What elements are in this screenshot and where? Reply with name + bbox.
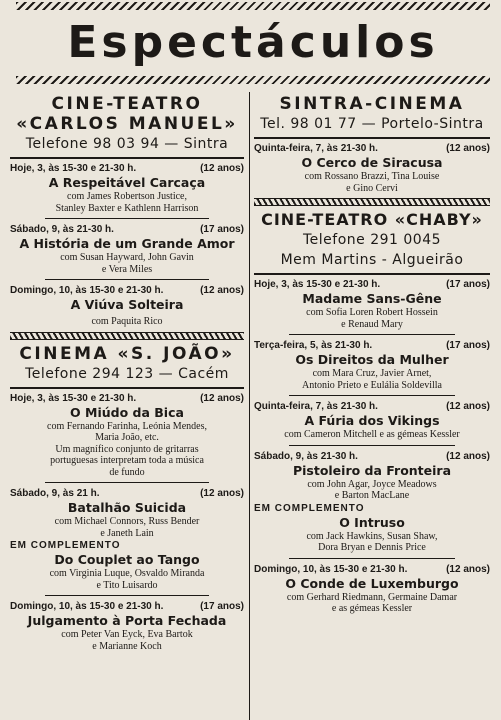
film-title: Batalhão Suicida — [67, 500, 187, 515]
age-rating: (12 anos) — [200, 163, 244, 174]
age-rating: (17 anos) — [200, 224, 244, 235]
cast-line: com Gerhard Riedmann, Germaine Damar — [286, 591, 458, 603]
cast-line: com Michael Connors, Russ Bender — [54, 516, 200, 527]
showing — [254, 339, 490, 391]
divider — [289, 334, 454, 335]
cast-line: Um magnífico conjunto de gritarras — [55, 443, 199, 455]
showtime-row — [254, 339, 490, 352]
age-rating: (17 anos) — [446, 279, 490, 290]
masthead — [16, 2, 490, 88]
cast-line: com Peter Van Eyck, Eva Bartok — [61, 629, 193, 640]
film-title: A Viúva Solteira — [70, 297, 184, 312]
showtime-row — [254, 450, 490, 463]
showtime: Quinta-feira, 7, às 21-30 h. — [254, 401, 378, 412]
showtime-row — [10, 487, 244, 500]
film-title: A História de um Grande Amor — [19, 236, 235, 251]
cast-line: e Marianne Koch — [92, 640, 162, 652]
cinema-sintra — [254, 94, 490, 194]
divider — [289, 395, 454, 396]
cast-line: com Sofia Loren Robert Hossein — [306, 307, 438, 318]
right-column — [254, 94, 490, 720]
film-title: A Fúria dos Vikings — [304, 413, 440, 428]
showing — [254, 278, 490, 330]
cast-line: portuguesas interpretam toda a música — [50, 455, 204, 466]
divider — [10, 157, 244, 159]
divider — [289, 445, 454, 446]
cinema-name: «CARLOS MANUEL» — [16, 114, 238, 134]
age-rating: (17 anos) — [200, 601, 244, 612]
cast-line: com Susan Hayward, John Gavin — [60, 252, 194, 263]
masthead-bottom-border — [16, 76, 490, 84]
cast-line: Antonio Prieto e Eulália Soldevilla — [302, 379, 442, 391]
age-rating: (12 anos) — [446, 563, 490, 575]
film-title: O Cerco de Siracusa — [301, 155, 443, 170]
cast-line: e Barton MacLane — [334, 490, 410, 501]
showtime: Hoje, 3, às 15-30 e 21-30 h. — [10, 163, 137, 174]
cast-line: com Paquita Rico — [91, 316, 163, 327]
showtime-row — [254, 563, 490, 576]
showing — [10, 600, 244, 652]
cast-line: de fundo — [109, 466, 145, 478]
divider — [254, 137, 490, 139]
complement-label: EM COMPLEMENTO — [254, 502, 365, 514]
showtime: Sábado, 9, às 21-30 h. — [10, 224, 114, 235]
showtime: Hoje, 3, às 15-30 e 21-30 h. — [254, 279, 381, 290]
age-rating: (12 anos) — [200, 285, 244, 296]
cast-line: com Cameron Mitchell e as gémeas Kessler — [284, 429, 460, 440]
film-title: O Miúdo da Bica — [70, 404, 184, 420]
cinema-phone: Telefone 98 03 94 — Sintra — [25, 136, 229, 152]
cinema-location: Mem Martins - Algueirão — [280, 252, 464, 268]
showing — [10, 223, 244, 275]
film-title: Julgamento à Porta Fechada — [27, 613, 227, 628]
cinema-name: CINE-TEATRO — [51, 94, 203, 114]
showtime: Quinta-feira, 7, às 21-30 h. — [254, 143, 378, 154]
age-rating: (12 anos) — [200, 488, 244, 499]
cast-line: e as gémeas Kessler — [331, 603, 413, 614]
divider — [45, 482, 209, 483]
showtime-row — [254, 142, 490, 155]
film-title: Os Direitos da Mulher — [295, 352, 449, 367]
cinema-name: CINEMA «S. JOÃO» — [19, 343, 235, 364]
age-rating: (12 anos) — [446, 143, 490, 154]
cast-line: com Virginia Luque, Osvaldo Miranda — [49, 568, 205, 579]
cast-line: com Jack Hawkins, Susan Shaw, — [306, 530, 438, 542]
cinema-name: CINE-TEATRO «CHABY» — [261, 210, 483, 229]
cinema-phone: Tel. 98 01 77 — Portelo-Sintra — [260, 116, 484, 132]
age-rating: (12 anos) — [200, 392, 244, 404]
divider — [45, 218, 209, 219]
cinema-phone: Telefone 291 0045 — [302, 232, 442, 248]
age-rating: (12 anos) — [446, 450, 490, 462]
showtime-row — [10, 223, 244, 236]
ornamental-divider — [10, 332, 244, 340]
masthead-top-border — [16, 2, 490, 10]
showing — [254, 142, 490, 194]
page-title: Espectáculos — [67, 17, 439, 68]
cast-line: Maria João, etc. — [95, 432, 159, 443]
cinema-name: SINTRA-CINEMA — [279, 94, 465, 114]
divider — [45, 279, 209, 280]
cast-line: e Vera Miles — [101, 263, 153, 275]
showtime: Hoje, 3, às 15-30 e 21-30 h. — [10, 392, 137, 404]
showtime-row — [10, 392, 244, 405]
cinema-chaby — [254, 210, 490, 615]
complement-label: EM COMPLEMENTO — [10, 540, 121, 551]
cast-line: com Rossano Brazzi, Tina Louise — [304, 171, 440, 182]
showing — [254, 450, 490, 554]
showtime-row — [254, 400, 490, 413]
showtime-row — [10, 600, 244, 613]
film-title: O Conde de Luxemburgo — [285, 575, 459, 591]
showing — [10, 284, 244, 328]
showing — [10, 392, 244, 479]
film-title: A Respeitável Carcaça — [48, 175, 206, 190]
ornamental-divider — [254, 198, 490, 206]
cast-line: Stanley Baxter e Kathlenn Harrison — [55, 202, 199, 214]
divider — [254, 273, 490, 275]
cast-line: com John Agar, Joyce Meadows — [307, 478, 437, 490]
column-divider — [249, 92, 250, 720]
showtime-row — [10, 284, 244, 297]
showtime: Domingo, 10, às 15-30 e 21-30 h. — [10, 601, 164, 612]
divider — [289, 558, 454, 559]
showtime: Domingo, 10, às 15-30 e 21-30 h. — [10, 285, 164, 296]
showing — [10, 162, 244, 214]
film-title: Pistoleiro da Fronteira — [292, 462, 452, 478]
left-column — [10, 94, 244, 720]
cinema-s-joao — [10, 344, 244, 653]
showing — [254, 400, 490, 441]
showtime: Sábado, 9, às 21 h. — [10, 488, 100, 499]
showing — [254, 563, 490, 615]
showtime: Sábado, 9, às 21-30 h. — [254, 450, 358, 462]
cinema-phone: Telefone 294 123 — Cacém — [25, 365, 229, 382]
cast-line: e Renaud Mary — [341, 318, 403, 330]
age-rating: (17 anos) — [446, 340, 490, 351]
showtime-row — [10, 162, 244, 175]
cast-line: com Fernando Farinha, Leónia Mendes, — [47, 420, 207, 432]
showtime: Terça-feira, 5, às 21-30 h. — [254, 340, 373, 351]
cast-line: Dora Bryan e Dennis Price — [318, 542, 426, 553]
divider — [45, 595, 209, 596]
divider — [10, 387, 244, 389]
cast-line: e Janeth Lain — [100, 527, 154, 539]
cinema-carlos-manuel — [10, 94, 244, 328]
film-title: Do Couplet ao Tango — [54, 552, 200, 567]
showtime: Domingo, 10, às 15-30 e 21-30 h. — [254, 563, 408, 575]
showing — [10, 487, 244, 591]
film-title: O Intruso — [339, 514, 405, 530]
showtime-row — [254, 278, 490, 291]
cast-line: e Tito Luisardo — [96, 579, 158, 591]
cast-line: com Mara Cruz, Javier Arnet, — [312, 368, 432, 379]
film-title: Madame Sans-Gêne — [302, 291, 442, 306]
cast-line: e Gino Cervi — [346, 182, 398, 194]
cast-line: com James Robertson Justice, — [67, 191, 187, 202]
age-rating: (12 anos) — [446, 401, 490, 412]
